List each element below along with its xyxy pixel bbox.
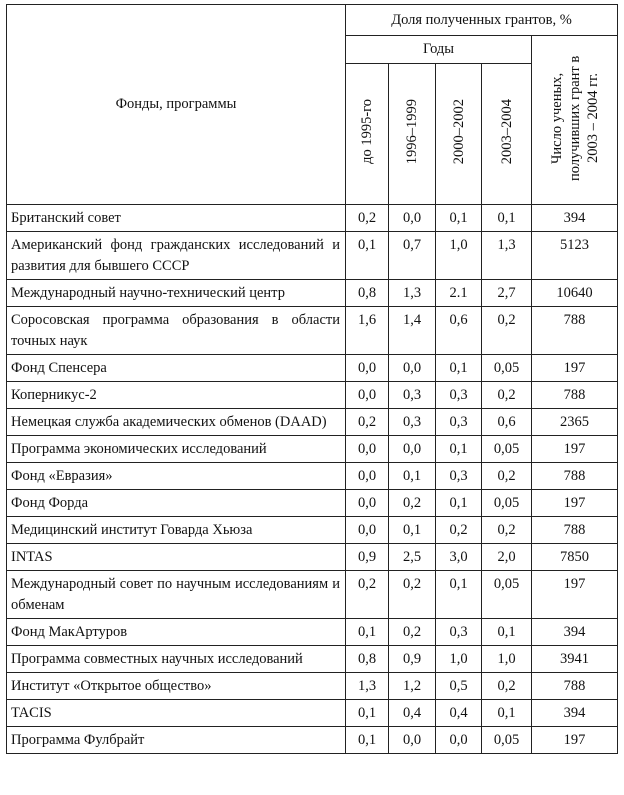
share-value: 0,6 [482,409,532,436]
share-value: 0,05 [482,355,532,382]
share-value: 1,0 [436,646,482,673]
share-value: 0,1 [346,727,389,754]
scientist-count: 3941 [532,646,618,673]
share-value: 0,0 [346,436,389,463]
share-value: 0,9 [389,646,436,673]
share-value: 0,1 [436,436,482,463]
header-period: 2003–2004 [498,98,515,165]
scientist-count: 788 [532,517,618,544]
share-value: 1,3 [482,232,532,280]
scientist-count: 7850 [532,544,618,571]
share-value: 0,3 [436,382,482,409]
table-row [7,490,618,517]
share-value: 0,0 [389,355,436,382]
scientist-count: 788 [532,307,618,355]
share-value: 0,0 [389,727,436,754]
fund-name: Фонд МакАртуров [7,619,346,646]
share-value: 0,0 [346,382,389,409]
fund-name: Программа Фулбрайт [7,727,346,754]
table-row [7,463,618,490]
scientist-count: 5123 [532,232,618,280]
share-value: 0,8 [346,646,389,673]
share-value: 0,1 [482,619,532,646]
header-period: 2000–2002 [450,98,467,165]
share-value: 0,1 [346,700,389,727]
share-value: 0,3 [389,409,436,436]
share-value: 0,0 [389,205,436,232]
share-value: 0,05 [482,727,532,754]
header-count-cell [532,36,618,205]
table-row [7,619,618,646]
fund-name: Фонд Форда [7,490,346,517]
scientist-count: 788 [532,463,618,490]
table-row [7,232,618,280]
share-value: 0,3 [436,463,482,490]
header-period-cell [389,64,436,205]
fund-name: Программа совместных научных исследований [7,646,346,673]
scientist-count: 788 [532,382,618,409]
table-row [7,280,618,307]
share-value: 1,6 [346,307,389,355]
scientist-count: 394 [532,205,618,232]
share-value: 2,7 [482,280,532,307]
fund-name: Британский совет [7,205,346,232]
share-value: 0,3 [436,619,482,646]
table-row [7,436,618,463]
share-value: 0,2 [482,382,532,409]
fund-name: Фонд «Евразия» [7,463,346,490]
share-value: 0,0 [346,490,389,517]
fund-name: Американский фонд гражданских исследований и развития для бывшего СССР [7,232,346,280]
scientist-count: 197 [532,436,618,463]
share-value: 0,5 [436,673,482,700]
share-value: 0,1 [436,205,482,232]
share-value: 0,05 [482,571,532,619]
share-value: 0,4 [436,700,482,727]
fund-name: Немецкая служба академических обменов (DAAD) [7,409,346,436]
table-row [7,382,618,409]
share-value: 0,0 [346,355,389,382]
scientist-count: 394 [532,619,618,646]
share-value: 0,2 [389,619,436,646]
table-row [7,700,618,727]
share-value: 0,7 [389,232,436,280]
table-row [7,571,618,619]
share-value: 0,2 [482,307,532,355]
share-value: 0,2 [389,571,436,619]
share-value: 1,2 [389,673,436,700]
share-value: 1,3 [389,280,436,307]
share-value: 0,2 [346,409,389,436]
table-row [7,646,618,673]
share-value: 0,0 [389,436,436,463]
header-count: Число ученых, получивших грант в 2003 – 2004 гг. [548,54,601,181]
share-value: 0,6 [436,307,482,355]
share-value: 1,4 [389,307,436,355]
fund-name: Программа экономических исследований [7,436,346,463]
grants-table-container [6,4,618,754]
table-row [7,517,618,544]
header-years: Годы [346,36,532,64]
share-value: 1,3 [346,673,389,700]
share-value: 0,2 [436,517,482,544]
header-share: Доля полученных грантов, % [346,5,618,36]
fund-name: Медицинский институт Говарда Хьюза [7,517,346,544]
share-value: 2,0 [482,544,532,571]
grants-table [6,4,618,754]
header-period-cell [346,64,389,205]
scientist-count: 788 [532,673,618,700]
fund-name: Коперникус-2 [7,382,346,409]
table-row [7,355,618,382]
share-value: 0,2 [482,517,532,544]
share-value: 0,1 [436,490,482,517]
share-value: 0,3 [389,382,436,409]
scientist-count: 197 [532,727,618,754]
table-row [7,307,618,355]
share-value: 0,1 [482,205,532,232]
header-period: до 1995-го [359,99,375,164]
share-value: 0,1 [482,700,532,727]
share-value: 0,2 [389,490,436,517]
fund-name: Фонд Спенсера [7,355,346,382]
share-value: 0,1 [389,463,436,490]
fund-name: TACIS [7,700,346,727]
scientist-count: 10640 [532,280,618,307]
share-value: 0,4 [389,700,436,727]
table-row [7,673,618,700]
share-value: 0,2 [482,463,532,490]
share-value: 0,0 [346,463,389,490]
share-value: 0,3 [436,409,482,436]
table-row [7,205,618,232]
share-value: 0,1 [346,619,389,646]
scientist-count: 197 [532,571,618,619]
scientist-count: 197 [532,355,618,382]
share-value: 0,9 [346,544,389,571]
share-value: 3,0 [436,544,482,571]
share-value: 0,1 [436,355,482,382]
fund-name: Соросовская программа образования в области точных наук [7,307,346,355]
header-period-cell [436,64,482,205]
share-value: 0,05 [482,490,532,517]
share-value: 0,1 [389,517,436,544]
scientist-count: 2365 [532,409,618,436]
fund-name: Международный научно-технический центр [7,280,346,307]
table-body [7,205,618,754]
header-period-cell [482,64,532,205]
share-value: 0,1 [436,571,482,619]
share-value: 2.1 [436,280,482,307]
scientist-count: 197 [532,490,618,517]
share-value: 0,0 [436,727,482,754]
share-value: 0,2 [482,673,532,700]
share-value: 1,0 [436,232,482,280]
share-value: 0,1 [346,232,389,280]
share-value: 0,0 [346,517,389,544]
share-value: 1,0 [482,646,532,673]
table-row [7,409,618,436]
table-row [7,544,618,571]
share-value: 2,5 [389,544,436,571]
header-period: 1996–1999 [404,98,420,165]
scientist-count: 394 [532,700,618,727]
header-funds: Фонды, программы [7,5,346,205]
table-row [7,727,618,754]
share-value: 0,8 [346,280,389,307]
share-value: 0,2 [346,205,389,232]
share-value: 0,05 [482,436,532,463]
share-value: 0,2 [346,571,389,619]
fund-name: Институт «Открытое общество» [7,673,346,700]
fund-name: INTAS [7,544,346,571]
fund-name: Международный совет по научным исследованиям и обменам [7,571,346,619]
